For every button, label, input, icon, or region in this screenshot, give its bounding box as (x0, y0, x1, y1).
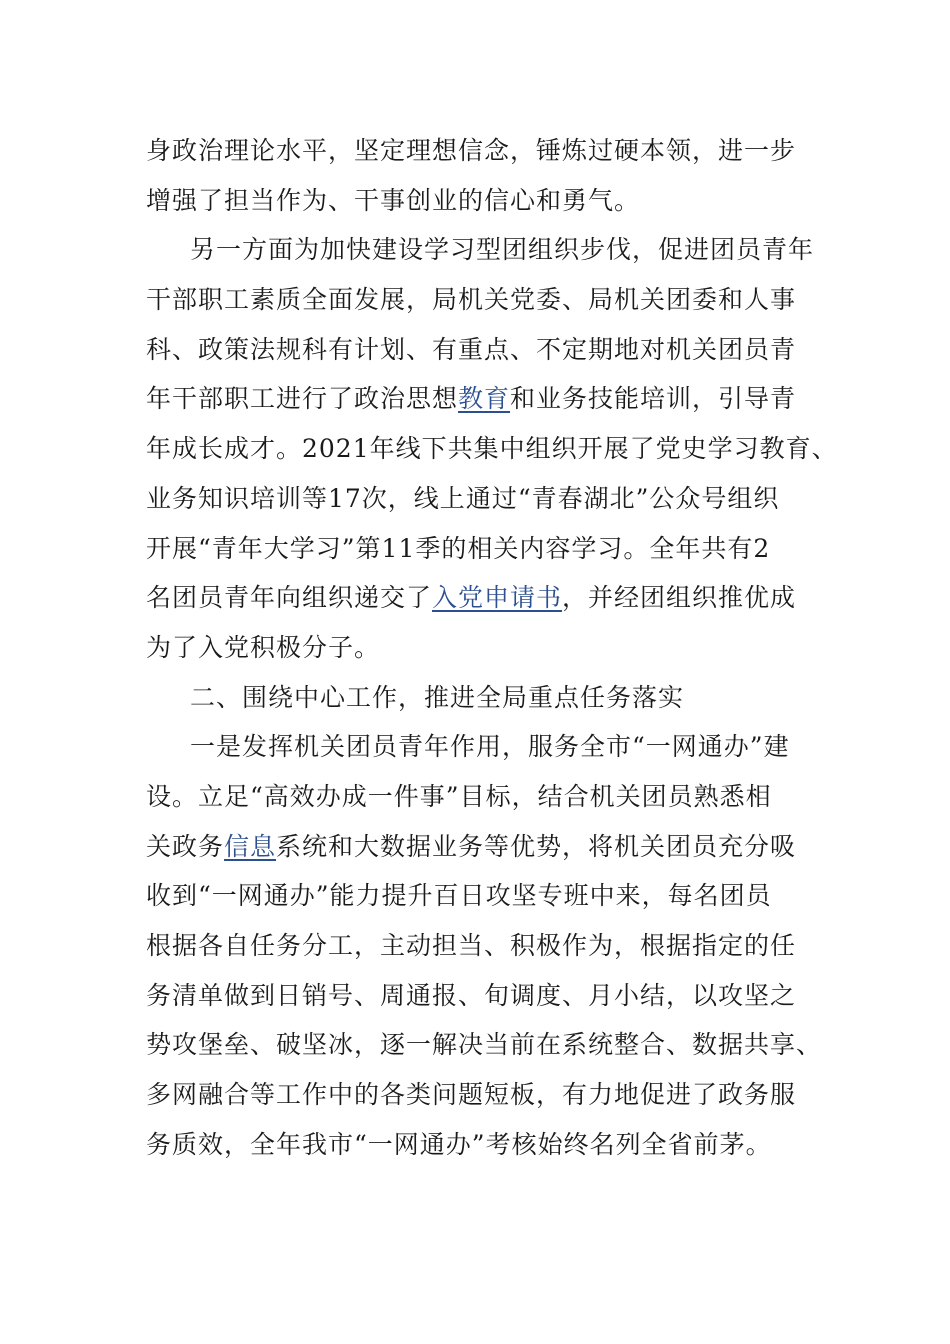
link-education[interactable]: 教育 (458, 384, 511, 414)
body-line: 为了入党积极分子。 (146, 632, 381, 662)
body-line: 多网融合等工作中的各类问题短板，有力地促进了政务服 (146, 1080, 797, 1110)
body-line: 势攻堡垒、破坚冰，逐一解决当前在系统整合、数据共享、 (146, 1030, 823, 1060)
body-line: 设。立足“高效办成一件事”目标，结合机关团员熟悉相 (146, 781, 772, 811)
body-line-with-link (146, 374, 806, 424)
body-line: 收到“一网通办”能力提升百日攻坚专班中来，每名团员 (146, 881, 772, 911)
line-text: 年干部职工进行了政治思想 (146, 384, 459, 414)
body-line: 身政治理论水平，坚定理想信念，锤炼过硬本领，进一步 (146, 136, 797, 165)
line-text: ，并经团组织推优成 (562, 583, 797, 613)
body-line: 年成长成才。2021年线下共集中组织开展了党史学习教育、 (146, 434, 838, 464)
body-line: 业务知识培训等17次，线上通过“青春湖北”公众号组织 (146, 483, 780, 513)
body-line: 根据各自任务分工，主动担当、积极作为，根据指定的任 (146, 931, 797, 960)
line-text: 关政务 (146, 831, 225, 861)
body-line-with-link (146, 822, 806, 872)
body-line: 开展“青年大学习”第11季的相关内容学习。全年共有2 (146, 533, 771, 563)
line-text: 名团员青年向组织递交了 (146, 583, 433, 613)
body-line: 科、政策法规科有计划、有重点、不定期地对机关团员青 (146, 334, 797, 364)
body-line: 务质效，全年我市“一网通办”考核始终名列全省前茅。 (146, 1129, 772, 1159)
link-party-application[interactable]: 入党申请书 (432, 583, 563, 613)
body-line: 干部职工素质全面发展，局机关党委、局机关团委和人事 (146, 285, 797, 315)
paragraph-start-line: 另一方面为加快建设学习型团组织步伐，促进团员青年 (190, 235, 815, 265)
line-text: 和业务技能培训，引导青 (510, 384, 797, 414)
link-information[interactable]: 信息 (224, 831, 277, 861)
body-line: 务清单做到日销号、周通报、旬调度、月小结，以攻坚之 (146, 980, 797, 1010)
body-line-with-link (146, 573, 806, 623)
paragraph-start-line: 一是发挥机关团员青年作用，服务全市“一网通办”建 (190, 732, 790, 762)
line-text: 系统和大数据业务等优势，将机关团员充分吸 (276, 831, 797, 861)
section-heading: 二、围绕中心工作，推进全局重点任务落实 (190, 682, 685, 712)
document-body (146, 126, 838, 1169)
body-line: 增强了担当作为、干事创业的信心和勇气。 (146, 185, 641, 215)
